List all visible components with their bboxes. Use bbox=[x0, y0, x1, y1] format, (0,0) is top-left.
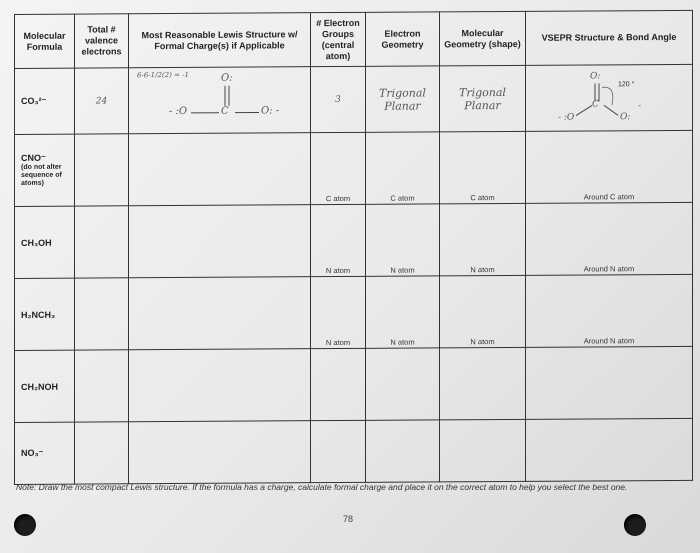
row-no3 bbox=[15, 418, 693, 484]
groups-h2nch3[interactable] bbox=[311, 276, 366, 348]
bond-angle: 120 ° bbox=[618, 81, 635, 89]
groups-co3: 3 bbox=[311, 66, 366, 132]
vsepr-ch3oh[interactable] bbox=[526, 202, 693, 275]
row-ch3oh bbox=[15, 202, 693, 278]
groups-ch2noh[interactable] bbox=[311, 348, 366, 420]
egeom-ch3oh-label: N atom bbox=[390, 265, 415, 275]
egeom-ch2noh[interactable] bbox=[366, 348, 440, 420]
groups-no3[interactable] bbox=[311, 420, 366, 482]
egeom-cno-label: C atom bbox=[390, 193, 415, 203]
lewis-right-oxygen: O: - bbox=[261, 105, 280, 117]
egeom-h2nch3-label: N atom bbox=[390, 337, 415, 347]
vsepr-table bbox=[14, 10, 693, 485]
header-formula: Molecular Formula bbox=[15, 14, 75, 68]
vsepr-right-oxygen: O: bbox=[620, 112, 631, 123]
valence-ch2noh[interactable] bbox=[75, 350, 129, 422]
mgeom-cno[interactable] bbox=[440, 131, 526, 204]
vsepr-left-oxygen: - :O bbox=[558, 112, 575, 123]
binder-hole-left bbox=[14, 514, 36, 536]
mgeom-ch3oh-label: N atom bbox=[470, 265, 495, 275]
header-lewis: Most Reasonable Lewis Structure w/ Formal Charge(s) if Applicable bbox=[129, 13, 311, 68]
vsepr-cno[interactable] bbox=[526, 130, 693, 203]
lewis-ch3oh[interactable] bbox=[129, 205, 311, 278]
lewis-center-carbon: C bbox=[221, 105, 229, 117]
row-ch2noh bbox=[15, 346, 693, 422]
egeom-ch3oh[interactable] bbox=[366, 204, 440, 276]
valence-cno[interactable] bbox=[75, 134, 129, 206]
formula-ch2noh: CH₂NOH bbox=[15, 350, 75, 422]
lewis-co3 bbox=[129, 67, 311, 134]
vsepr-h2nch3-label: Around N atom bbox=[583, 336, 635, 346]
lewis-left-oxygen: - :O bbox=[169, 105, 188, 118]
vsepr-top-oxygen: O: bbox=[590, 71, 601, 82]
lewis-structure-drawing bbox=[129, 67, 309, 130]
egeom-no3[interactable] bbox=[366, 420, 440, 482]
lewis-ch2noh[interactable] bbox=[129, 349, 311, 422]
groups-ch3oh-label: N atom bbox=[325, 265, 351, 276]
valence-co3: 24 bbox=[75, 68, 129, 134]
mgeom-h2nch3[interactable] bbox=[440, 275, 526, 348]
formula-cno-note: (do not alter sequence of atoms) bbox=[21, 163, 62, 187]
mgeom-no3[interactable] bbox=[440, 419, 526, 482]
mgeom-ch2noh[interactable] bbox=[440, 347, 526, 420]
formula-cno-text: CNO⁻ bbox=[21, 152, 46, 163]
vsepr-drawing bbox=[526, 65, 692, 128]
vsepr-ch2noh[interactable] bbox=[526, 346, 693, 419]
valence-ch3oh[interactable] bbox=[75, 206, 129, 278]
formal-charge-calc: 6-6-1/2(2) = -1 bbox=[137, 70, 189, 80]
row-cno bbox=[15, 130, 693, 206]
formula-cno bbox=[15, 134, 75, 206]
mgeom-co3: Trigonal Planar bbox=[440, 65, 526, 132]
vsepr-ch3oh-label: Around N atom bbox=[583, 264, 635, 274]
formula-co3: CO₃²⁻ bbox=[15, 68, 75, 134]
lewis-cno[interactable] bbox=[129, 133, 311, 206]
vsepr-charge: - bbox=[638, 101, 642, 112]
row-h2nch3 bbox=[15, 274, 693, 350]
lewis-top-oxygen: O: bbox=[221, 72, 233, 84]
header-groups: # Electron Groups (central atom) bbox=[311, 12, 366, 66]
vsepr-no3[interactable] bbox=[526, 418, 693, 481]
row-co3 bbox=[15, 64, 693, 134]
vsepr-center-carbon: C bbox=[592, 99, 599, 110]
lewis-no3[interactable] bbox=[129, 421, 311, 484]
groups-cno[interactable] bbox=[311, 132, 366, 204]
instruction-note: Note: Draw the most compact Lewis structure. If the formula has a charge, calculate formal charge and place it on the correct atom to help you select the best one. bbox=[16, 482, 628, 492]
mgeom-ch3oh[interactable] bbox=[440, 203, 526, 276]
header-valence: Total # valence electrons bbox=[75, 14, 129, 68]
groups-ch3oh[interactable] bbox=[311, 204, 366, 276]
lewis-h2nch3[interactable] bbox=[129, 277, 311, 350]
page-number: 78 bbox=[343, 514, 354, 524]
egeom-co3: Trigonal Planar bbox=[366, 66, 440, 132]
groups-cno-label: C atom bbox=[325, 193, 351, 204]
formula-h2nch3: H₂NCH₃ bbox=[15, 278, 75, 350]
egeom-cno[interactable] bbox=[366, 132, 440, 204]
header-egeom: Electron Geometry bbox=[366, 12, 440, 66]
formula-no3: NO₃⁻ bbox=[15, 422, 75, 484]
header-vsepr: VSEPR Structure & Bond Angle bbox=[526, 10, 693, 65]
header-mgeom: Molecular Geometry (shape) bbox=[440, 11, 526, 66]
valence-no3[interactable] bbox=[75, 422, 129, 484]
egeom-h2nch3[interactable] bbox=[366, 276, 440, 348]
mgeom-cno-label: C atom bbox=[470, 193, 495, 203]
groups-h2nch3-label: N atom bbox=[325, 337, 351, 348]
formula-ch3oh: CH₃OH bbox=[15, 206, 75, 278]
vsepr-cno-label: Around C atom bbox=[583, 192, 635, 202]
header-row bbox=[15, 10, 693, 68]
valence-h2nch3[interactable] bbox=[75, 278, 129, 350]
vsepr-co3 bbox=[526, 64, 693, 131]
binder-hole-right bbox=[624, 514, 646, 536]
vsepr-h2nch3[interactable] bbox=[526, 274, 693, 347]
mgeom-h2nch3-label: N atom bbox=[470, 337, 495, 347]
